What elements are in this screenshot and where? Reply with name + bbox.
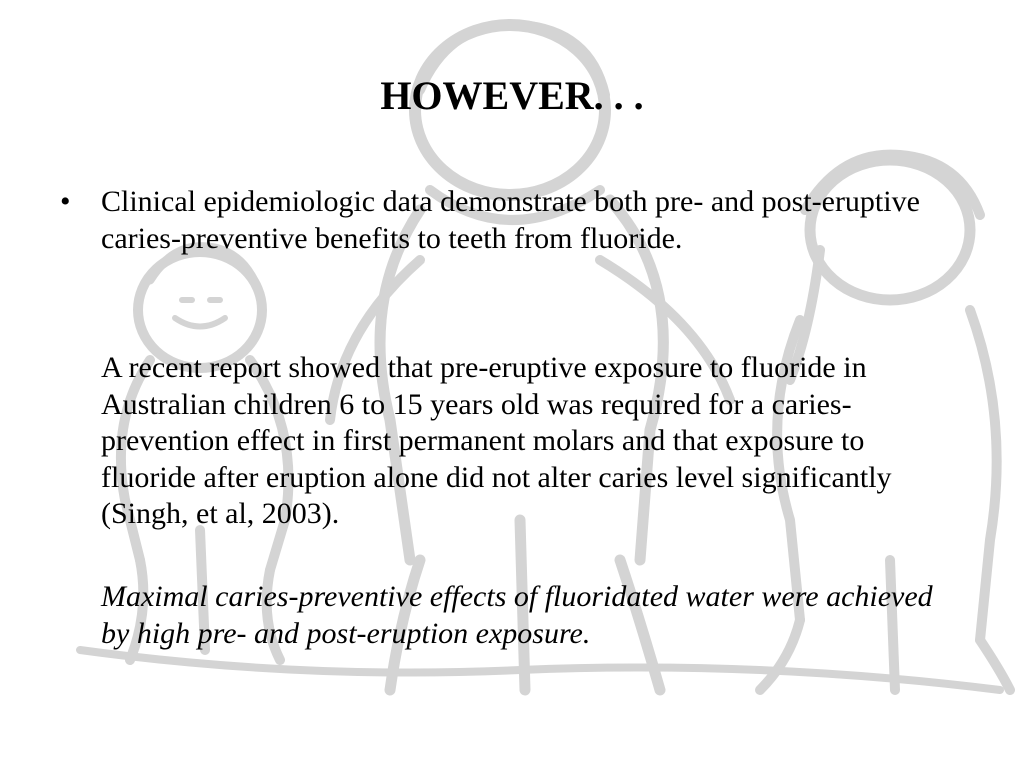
- left-child-face: [175, 300, 225, 327]
- ground-line: [80, 650, 1000, 690]
- bullet-paragraph-recent-report: A recent report showed that pre-eruptive exposure to fluoride in Australian children 6 to 15 years old was required for a caries-prevention effect in first permanent molars and that exposure to fluoride after eruption alone did not alter caries level significantly (Singh, et al, 2003).: [101, 351, 892, 530]
- bullet-marker: •: [60, 185, 71, 218]
- slide-title: HOWEVER. . .: [380, 73, 644, 118]
- bullet-paragraph-epidemiologic-data: Clinical epidemiologic data demonstrate both pre- and post-eruptive caries-preventive benefits to teeth from fluoride.: [101, 185, 920, 255]
- bullet-paragraph-maximal-effects: Maximal caries-preventive effects of fluoridated water were achieved by high pre- and post-eruption exposure.: [101, 580, 933, 650]
